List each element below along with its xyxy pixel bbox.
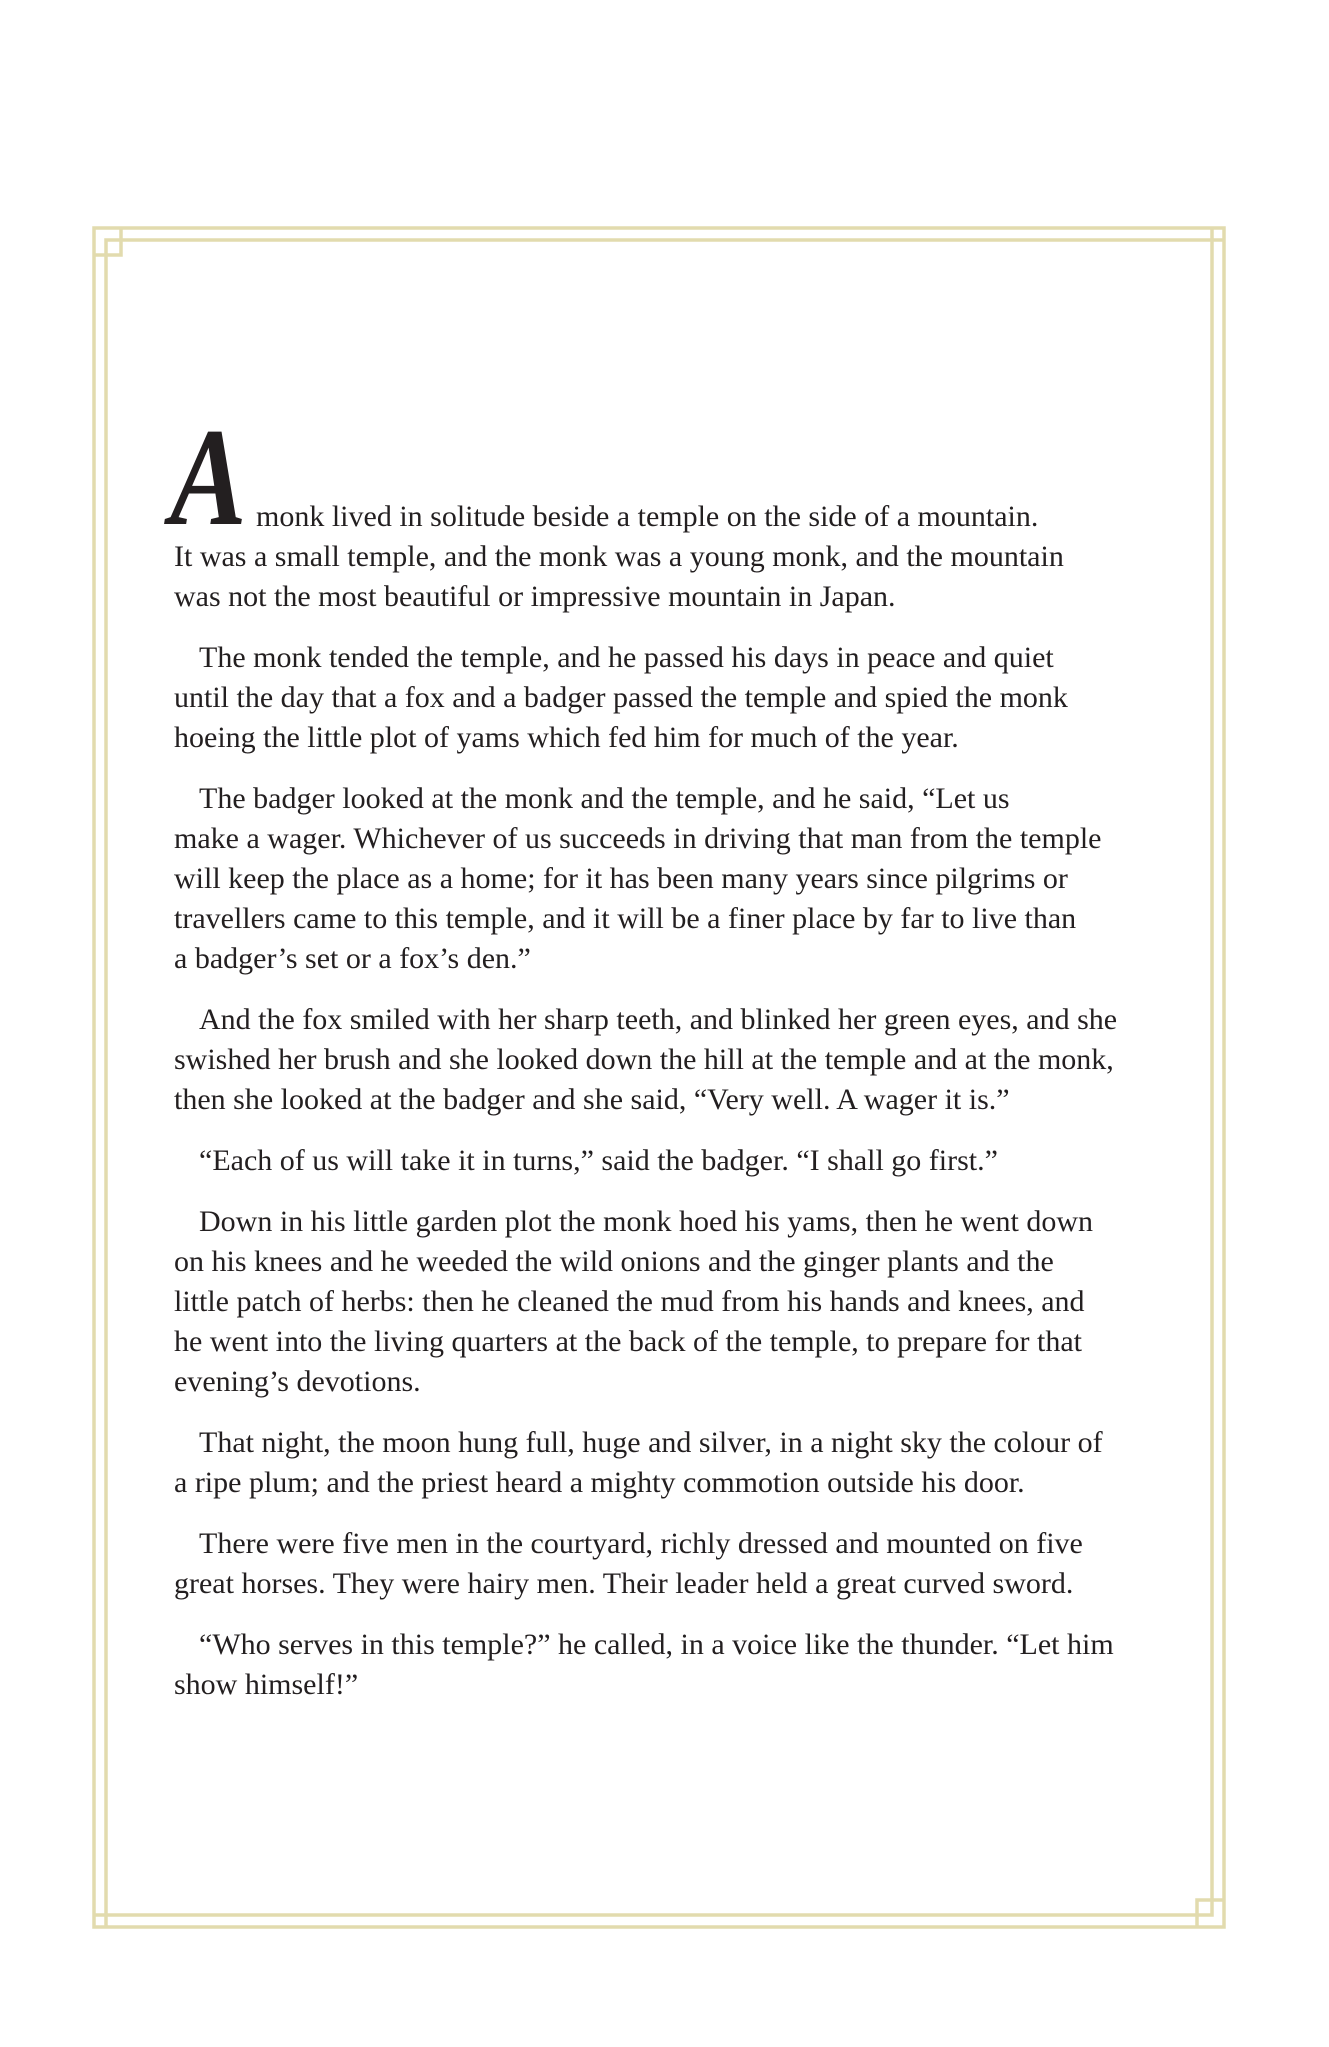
paragraph	[174, 497, 1184, 617]
text-line: It was a small temple, and the monk was a young monk, and the mountain	[174, 540, 1064, 573]
text-line: a ripe plum; and the priest heard a mighty commotion outside his door.	[174, 1466, 1025, 1499]
text-line: great horses. They were hairy men. Their leader held a great curved sword.	[174, 1567, 1074, 1600]
text-line: swished her brush and she looked down the hill at the temple and at the monk,	[174, 1043, 1114, 1076]
text-line: That night, the moon hung full, huge and silver, in a night sky the colour of	[199, 1426, 1103, 1459]
paragraph	[174, 1423, 1184, 1503]
text-line: will keep the place as a home; for it has been many years since pilgrims or	[174, 862, 1068, 895]
text-line: Down in his little garden plot the monk hoed his yams, then he went down	[199, 1205, 1094, 1238]
text-line: on his knees and he weeded the wild onions and the ginger plants and the	[174, 1245, 1054, 1278]
text-line: And the fox smiled with her sharp teeth, and blinked her green eyes, and she	[199, 1003, 1118, 1036]
text-line: hoeing the little plot of yams which fed him for much of the year.	[174, 721, 959, 754]
paragraph	[174, 1625, 1184, 1705]
frame-corner-notch-top-right	[1212, 228, 1224, 240]
text-line: travellers came to this temple, and it will be a finer place by far to live than	[174, 902, 1077, 935]
text-line: The badger looked at the monk and the temple, and he said, “Let us	[199, 782, 1010, 815]
text-line: The monk tended the temple, and he passed his days in peace and quiet	[199, 641, 1054, 674]
text-line: until the day that a fox and a badger passed the temple and spied the monk	[174, 681, 1068, 714]
text-line: evening’s devotions.	[174, 1365, 421, 1398]
text-line: monk lived in solitude beside a temple on the side of a mountain.	[256, 500, 1039, 533]
paragraph	[174, 1141, 1184, 1181]
text-line: little patch of herbs: then he cleaned the mud from his hands and knees, and	[174, 1285, 1085, 1318]
text-line: a badger’s set or a fox’s den.”	[174, 942, 531, 975]
text-line: There were five men in the courtyard, richly dressed and mounted on five	[199, 1527, 1083, 1560]
paragraph	[174, 638, 1184, 758]
paragraph	[174, 1202, 1184, 1402]
text-line: “Each of us will take it in turns,” said the badger. “I shall go first.”	[199, 1144, 998, 1177]
paragraph	[174, 1524, 1184, 1604]
text-line: was not the most beautiful or impressive mountain in Japan.	[174, 580, 896, 613]
text-line: then she looked at the badger and she said, “Very well. A wager it is.”	[174, 1083, 1010, 1116]
story-text	[174, 497, 1184, 1726]
paragraph	[174, 1000, 1184, 1120]
paragraph	[174, 779, 1184, 979]
text-line: “Who serves in this temple?” he called, in a voice like the thunder. “Let him	[199, 1628, 1114, 1661]
text-line: he went into the living quarters at the back of the temple, to prepare for that	[174, 1325, 1083, 1358]
drop-cap-initial: A	[170, 400, 247, 555]
text-line: show himself!”	[174, 1668, 359, 1701]
text-line: make a wager. Whichever of us succeeds in driving that man from the temple	[174, 822, 1102, 855]
frame-corner-notch-bottom-left	[94, 1915, 106, 1927]
